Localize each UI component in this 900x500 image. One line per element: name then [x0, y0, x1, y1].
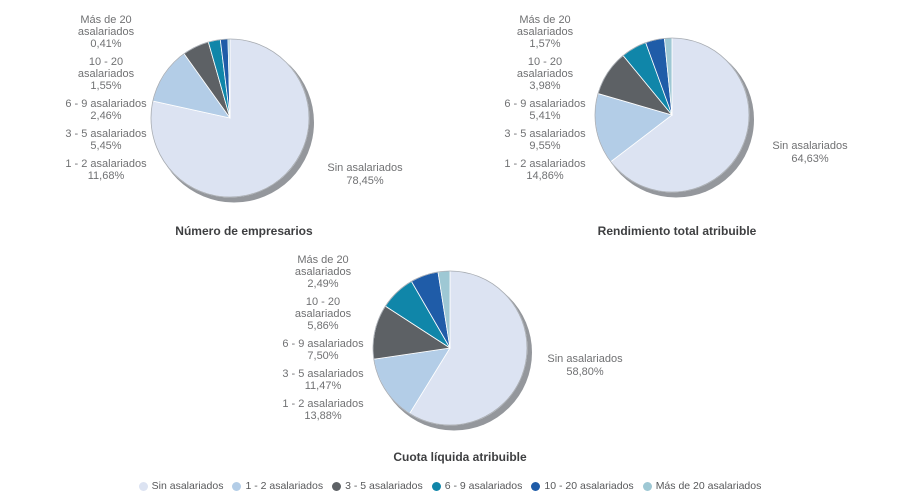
slice-label-text: 3 - 5 asalariados: [282, 368, 364, 380]
legend-label: 3 - 5 asalariados: [345, 480, 423, 492]
slice-value: 2,46%: [90, 110, 122, 122]
slice-value: 5,45%: [90, 140, 122, 152]
legend-label: 6 - 9 asalariados: [444, 480, 523, 492]
legend-marker-icon: [643, 482, 652, 491]
legend-item-mas-de-20-asalariados: [643, 480, 762, 492]
slice-value: 1,57%: [529, 38, 561, 50]
slice-value: 7,50%: [307, 350, 339, 362]
slice-label-text: 3 - 5 asalariados: [65, 128, 147, 140]
slice-callout: [547, 353, 622, 379]
legend-marker-icon: [332, 482, 341, 491]
slice-label-text: Más de 20 asalariados: [516, 14, 574, 38]
slice-value: 14,86%: [526, 170, 564, 182]
slice-value: 58,80%: [566, 366, 604, 378]
slice-value: 0,41%: [90, 38, 122, 50]
legend-item-sin-asalariados: [139, 480, 224, 492]
pie-chart: [340, 238, 560, 458]
chart2-title: Rendimiento total atribuible: [597, 224, 757, 238]
slice-callout: [772, 140, 847, 166]
legend-item-6-9-asalariados: [432, 480, 523, 492]
legend-marker-icon: [139, 482, 148, 491]
slice-label-text: 3 - 5 asalariados: [504, 128, 586, 140]
slice-label-text: Sin asalariados: [547, 353, 623, 365]
slice-value: 2,49%: [307, 278, 339, 290]
slice-value: 13,88%: [304, 410, 342, 422]
slice-value: 11,68%: [87, 170, 125, 182]
slice-label-text: 1 - 2 asalariados: [282, 398, 364, 410]
slice-label-text: 1 - 2 asalariados: [504, 158, 586, 170]
slice-label-text: 6 - 9 asalariados: [65, 98, 147, 110]
legend-item-3-5-asalariados: [332, 480, 423, 492]
legend-label: 1 - 2 asalariados: [245, 480, 324, 492]
slice-label-text: 6 - 9 asalariados: [504, 98, 586, 110]
legend: [0, 478, 900, 494]
slice-value: 9,55%: [529, 140, 561, 152]
slice-label-text: Más de 20 asalariados: [294, 254, 352, 278]
slice-label-text: Sin asalariados: [327, 162, 403, 174]
legend-item-1-2-asalariados: [232, 480, 323, 492]
legend-label: Sin asalariados: [151, 480, 224, 492]
chart1-title: Número de empresarios: [175, 224, 313, 238]
legend-item-10-20-asalariados: [531, 480, 633, 492]
pie-chart: [562, 5, 782, 225]
legend-marker-icon: [531, 482, 540, 491]
legend-marker-icon: [432, 482, 441, 491]
slice-value: 78,45%: [346, 175, 384, 187]
slice-value: 64,63%: [791, 153, 829, 165]
slice-value: 5,41%: [529, 110, 561, 122]
pie-chart: [120, 8, 340, 228]
slice-label-text: Más de 20 asalariados: [77, 14, 135, 38]
slice-value: 1,55%: [90, 80, 122, 92]
slice-value: 3,98%: [529, 80, 561, 92]
slice-label-text: 10 - 20 asalariados: [294, 296, 352, 320]
legend-label: 10 - 20 asalariados: [544, 480, 634, 492]
slice-label-text: 1 - 2 asalariados: [65, 158, 147, 170]
slice-label-text: Sin asalariados: [772, 140, 848, 152]
slice-callout: [327, 162, 402, 188]
slice-label-text: 10 - 20 asalariados: [516, 56, 574, 80]
slice-label-text: 10 - 20 asalariados: [77, 56, 135, 80]
legend-marker-icon: [232, 482, 241, 491]
slice-label-text: 6 - 9 asalariados: [282, 338, 364, 350]
chart3-title: Cuota líquida atribuible: [393, 450, 527, 464]
slice-value: 5,86%: [307, 320, 339, 332]
slice-value: 11,47%: [304, 380, 342, 392]
legend-label: Más de 20 asalariados: [655, 480, 762, 492]
